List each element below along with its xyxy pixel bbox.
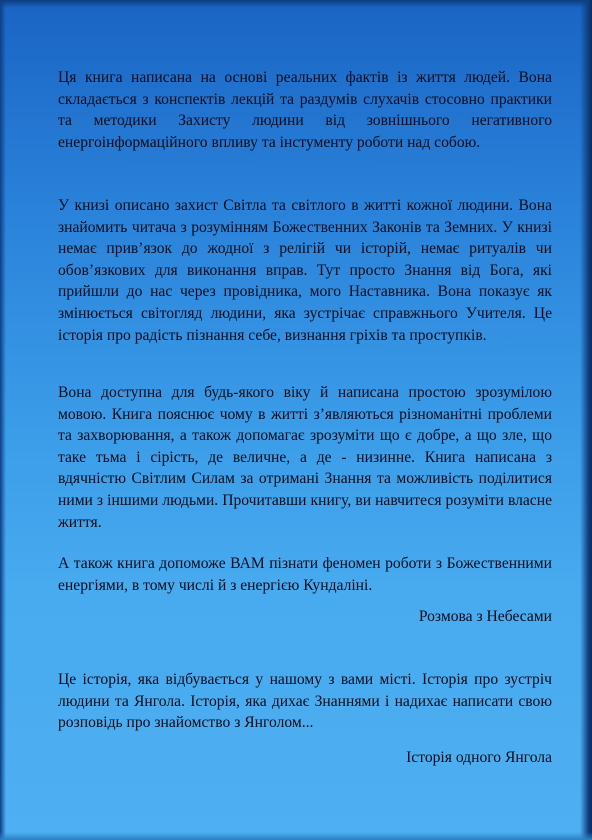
audience-paragraph: Вона доступна для будь-якого віку й написана простою зрозумілою мовою. Книга пояснює чому в житті з’являються різноманітні проблеми та захворювання, а також допомагає зрозуміти що є добре, а що зле, що таке тьма і сірість, де величне, а де - низинне. Книга написана з вдячністю Світлим Силам за отримані Знання та можливість поділитися ними з іншими людьми. Прочитавши книгу, ви навчитеся розуміти власне життя. [58,384,552,531]
content-description-paragraph: У книзі описано захист Світла та світлого в житті кожної людини. Вона знайомить читача з розумінням Божественних Законів та Земних. У книзі немає прив’язок до жодної з релігій чи історій, немає ритуалів чи обов’язкових для виконання вправ. Тут просто Знання від Бога, які прийшли до нас через провідника, мого Наставника. Вона показує як змінюється світогляд людини, яка зустрічає справжнього Учителя. Це історія про радість пізнання себе, визнання гріхів та проступків. [58,197,552,344]
cover-left-edge [0,0,6,840]
cover-bottom-edge [0,832,592,840]
angel-story-paragraph: Це історія, яка відбувається у нашому з вами місті. Історія про зустріч людини та Янгола. Історія, яка дихає Знаннями і надихає написати свою розповідь про знайомство з Янголом... [58,671,552,732]
book-title-signature-2: Історія одного Янгола [406,749,552,766]
book-title-signature-1: Розмова з Небесами [418,608,552,625]
intro-paragraph: Ця книга написана на основі реальних фактів із життя людей. Вона складається з конспектів лекцій та раздумів слухачів стосовно практики та методики Захисту людини від зовнішнього негативного енергоінформаційного впливу та інстументу роботи над собою. [58,69,552,151]
kundalini-paragraph: А також книга допоможе ВАМ пізнати феномен роботи з Божественними енергіями, в тому числі й з енергією Кундаліні. [58,555,552,594]
cover-right-edge [580,0,592,840]
cover-top-edge [0,0,592,8]
